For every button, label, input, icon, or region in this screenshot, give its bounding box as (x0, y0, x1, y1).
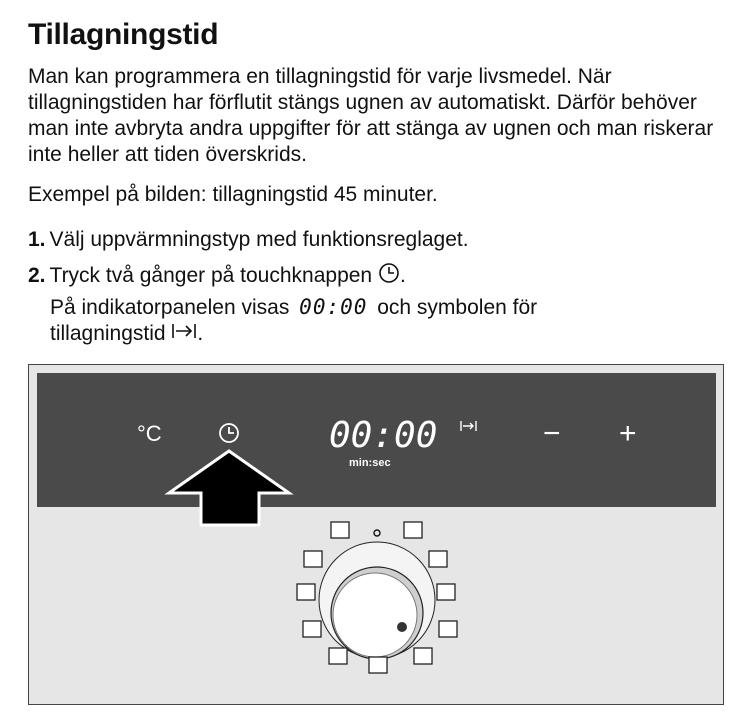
example-text: Exempel på bilden: tillagningstid 45 minuter. (28, 183, 438, 206)
bottom-heat-icon (439, 621, 457, 637)
hot-air-eco-icon (437, 584, 455, 600)
grill-icon (329, 648, 347, 664)
step-number: 1. (28, 228, 46, 251)
arrow-pointer-icon (169, 451, 289, 525)
clock-button[interactable] (220, 424, 238, 442)
display-value: 00:00 (299, 295, 368, 319)
full-grill-icon (304, 551, 322, 567)
step-text: Välj uppvärmningstyp med funktionsreglaget. (49, 228, 469, 251)
time-unit-label: min:sec (349, 457, 391, 469)
cooking-time-indicator-icon (461, 421, 476, 431)
top-bottom-heat-icon (297, 584, 315, 600)
cooking-time-icon (171, 321, 197, 348)
light-icon (331, 522, 349, 538)
hot-air-icon (429, 551, 447, 567)
clock-icon (378, 262, 400, 291)
dial-knob[interactable] (331, 567, 423, 659)
step-number: 2. (28, 264, 46, 288)
pizza-icon (414, 648, 432, 664)
step-2-continuation: På indikatorpanelen visas 00:00 och symbolen för tillagningstid . (50, 294, 537, 348)
time-display: 00:00 (329, 415, 438, 456)
intro-paragraph: Man kan programmera en tillagningstid för varje livsmedel. När tillagningstiden har förflutit stängs ugnen av automatiskt. Därför behöver man inte avbryta andra uppgifter för att stänga av ugnen och man riskerar inte heller att tiden överskrids. (28, 65, 714, 166)
top-heat-icon (303, 621, 321, 637)
fast-preheat-icon (404, 522, 422, 538)
defrost-icon (369, 657, 387, 673)
step-text: Tryck två gånger på touchknappen (49, 264, 373, 288)
page-title: Tillagningstid (28, 18, 219, 51)
off-position-marker (374, 530, 380, 536)
temperature-button[interactable]: °C (137, 421, 162, 446)
minus-button[interactable]: − (543, 417, 561, 450)
step-1 (28, 227, 469, 253)
step-2: 2. Tryck två gånger på touchknappen . (28, 262, 406, 291)
oven-control-figure (28, 364, 724, 705)
plus-button[interactable]: + (619, 417, 637, 450)
